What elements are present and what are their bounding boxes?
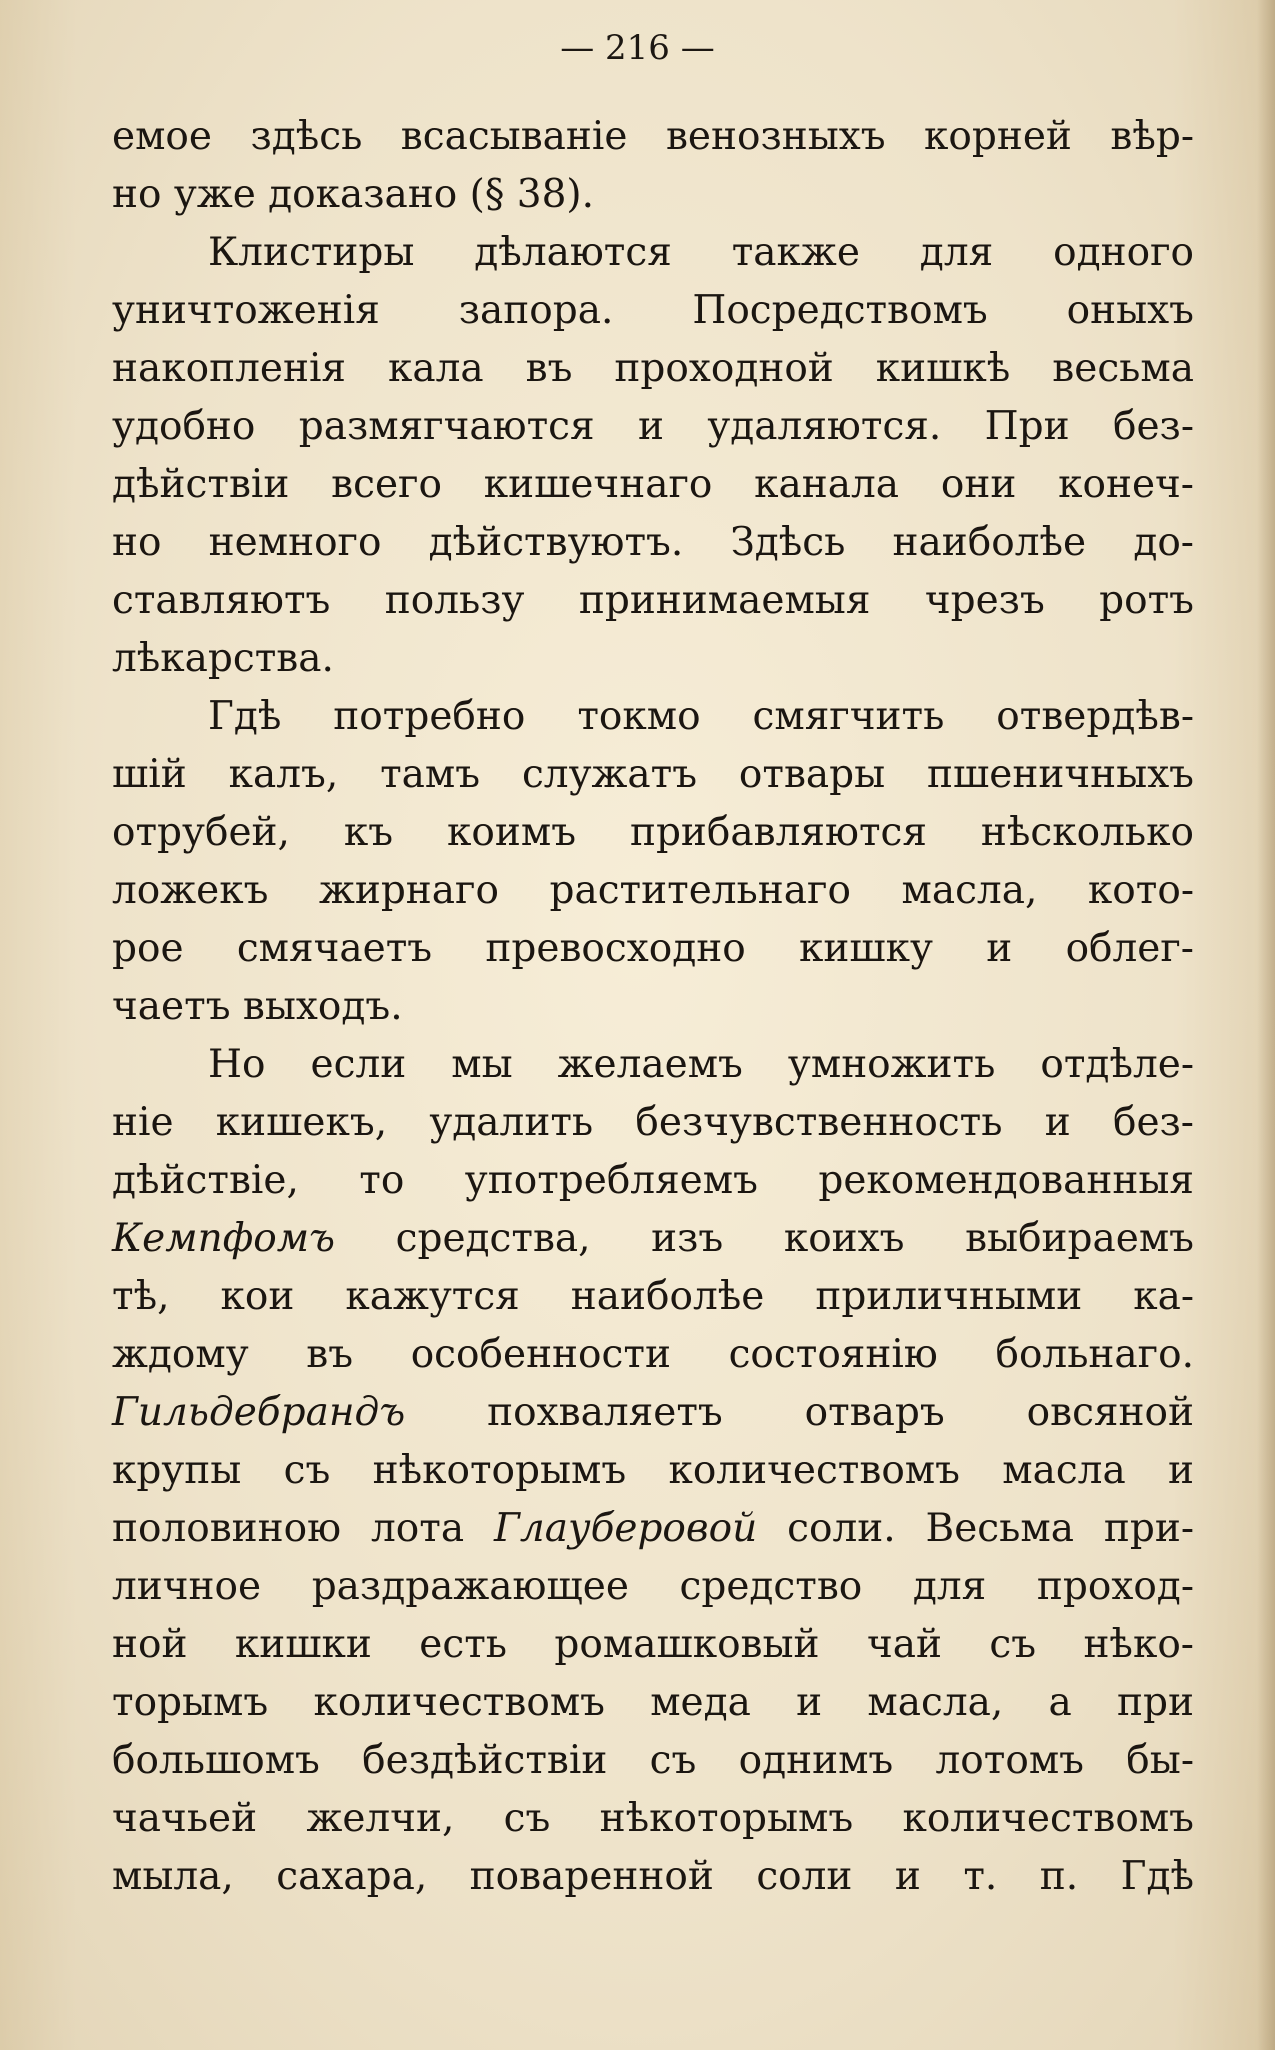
- text-segment: средства, изъ коихъ выбираемъ: [335, 1216, 1194, 1261]
- text-line: мыла, сахара, поваренной соли и т. п. Гдѣ: [112, 1854, 1194, 1899]
- text-line: ждому въ особенности состоянiю больнаго.: [112, 1332, 1194, 1377]
- text-line: но немного дѣйствуютъ. Здѣсь наиболѣе до-: [112, 520, 1194, 565]
- text-line: [112, 1210, 1194, 1268]
- text-line: торымъ количествомъ меда и масла, а при: [112, 1680, 1194, 1725]
- text-line: рое смячаетъ превосходно кишку и облег-: [112, 926, 1194, 971]
- text-line: уничтоженiя запора. Посредствомъ оныхъ: [112, 288, 1194, 333]
- page-edge-shadow: [1257, 0, 1275, 2050]
- page-number: — 216 —: [560, 28, 715, 68]
- text-line: дѣйствiи всего кишечнаго канала они конеч-: [112, 462, 1194, 507]
- text-line: ной кишки есть ромашковый чай съ нѣко-: [112, 1622, 1194, 1667]
- text-line: удобно размягчаются и удаляются. При без-: [112, 404, 1194, 449]
- text-line: [112, 1384, 1194, 1442]
- italic-name-hildebrand: Гильдебрандъ: [112, 1390, 406, 1435]
- text-line: [112, 1500, 1194, 1558]
- italic-name-glauber: Глауберовой: [494, 1506, 758, 1551]
- text-line: лѣкарства.: [112, 636, 334, 681]
- body-text: [112, 108, 1194, 1906]
- text-segment: половиною лота: [112, 1506, 495, 1551]
- text-line: чаетъ выходъ.: [112, 984, 403, 1029]
- text-line: Гдѣ потребно токмо смягчить отвердѣв-: [208, 694, 1194, 739]
- text-segment: похваляетъ отваръ овсяной: [405, 1390, 1194, 1435]
- text-line: личное раздражающее средство для проход-: [112, 1564, 1194, 1609]
- italic-name-kempf: Кемпфомъ: [112, 1216, 336, 1261]
- text-line: чачьей желчи, съ нѣкоторымъ количествомъ: [112, 1796, 1194, 1841]
- text-line: большомъ бездѣйствiи съ однимъ лотомъ бы-: [112, 1738, 1194, 1783]
- text-line: Клистиры дѣлаются также для одного: [208, 230, 1194, 275]
- text-line: Но если мы желаемъ умножить отдѣле-: [208, 1042, 1194, 1087]
- text-line: шiй калъ, тамъ служатъ отвары пшеничныхъ: [112, 752, 1194, 797]
- text-line: ложекъ жирнаго растительнаго масла, кото-: [112, 868, 1194, 913]
- text-line: накопленiя кала въ проходной кишкѣ весьма: [112, 346, 1194, 391]
- text-line: ставляютъ пользу принимаемыя чрезъ ротъ: [112, 578, 1194, 623]
- text-line: отрубей, къ коимъ прибавляются нѣсколько: [112, 810, 1194, 855]
- text-line: крупы съ нѣкоторымъ количествомъ масла и: [112, 1448, 1194, 1493]
- text-segment: соли. Весьма при-: [757, 1506, 1194, 1551]
- text-line: емое здѣсь всасыванiе венозныхъ корней вѣр-: [112, 114, 1194, 159]
- text-line: но уже доказано (§ 38).: [112, 172, 595, 217]
- text-line: нiе кишекъ, удалить безчувственность и без-: [112, 1100, 1194, 1145]
- text-line: дѣйствiе, то употребляемъ рекомендованныя: [112, 1158, 1194, 1203]
- text-line: тѣ, кои кажутся наиболѣе приличными ка-: [112, 1274, 1194, 1319]
